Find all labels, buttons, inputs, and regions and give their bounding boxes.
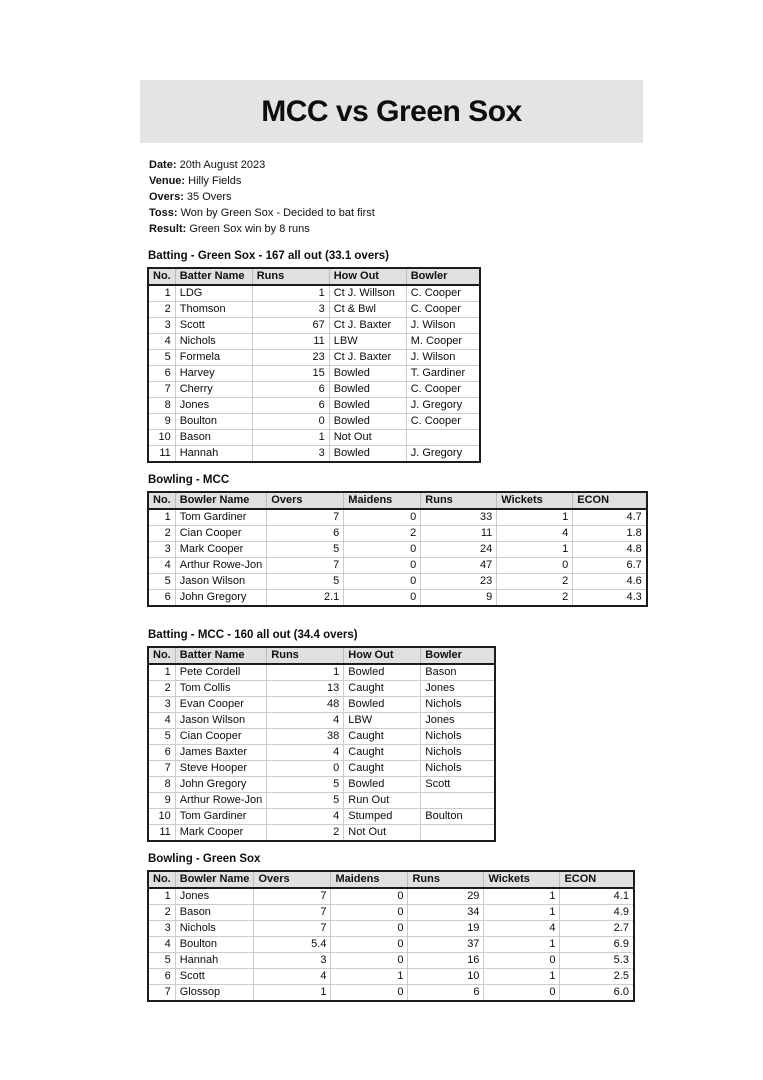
cell: 7 [148,382,175,398]
cell: Caught [344,761,421,777]
cell: 9 [148,793,175,809]
cell: 5.3 [560,953,634,969]
cell: Hannah [175,446,252,463]
result-value: Green Sox win by 8 runs [189,223,310,235]
cell: 7 [267,509,344,526]
column-header: Overs [254,871,331,888]
table-row [148,729,495,745]
cell: 3 [148,542,175,558]
cell: 5 [148,953,175,969]
cell: Jones [175,888,254,905]
table-row [148,745,495,761]
cell: M. Cooper [406,334,480,350]
cell: 1 [252,285,329,302]
cell: 1 [484,937,560,953]
cell: Scott [421,777,495,793]
table-row [148,921,634,937]
cell: 6 [148,590,175,607]
cell: 2 [148,302,175,318]
table-row [148,302,480,318]
cell: 3 [148,318,175,334]
page-title: MCC vs Green Sox [261,94,522,128]
column-header: No. [148,268,175,285]
cell: 1 [267,664,344,681]
cell: Caught [344,745,421,761]
cell: C. Cooper [406,414,480,430]
cell: 0 [331,953,408,969]
cell: 24 [421,542,497,558]
cell: 4 [148,558,175,574]
column-header: Batter Name [175,647,267,664]
cell: 2.1 [267,590,344,607]
cell: 4.3 [573,590,647,607]
section-bowling-mcc [147,474,648,607]
cell: J. Wilson [406,350,480,366]
cell: 11 [148,446,175,463]
cell: Boulton [175,937,254,953]
cell: 0 [331,905,408,921]
cell [406,430,480,446]
table-row [148,509,647,526]
cell: 5 [148,350,175,366]
cell: 5 [267,542,344,558]
table-row [148,681,495,697]
cell: 3 [252,302,329,318]
table-row [148,558,647,574]
cell: 1 [484,905,560,921]
cell: 7 [148,761,175,777]
column-header: How Out [344,647,421,664]
cell: LBW [344,713,421,729]
table-row [148,350,480,366]
cell: 1 [484,969,560,985]
cell: 0 [331,985,408,1002]
column-header: ECON [573,492,647,509]
table-row [148,334,480,350]
match-info-result [149,221,375,237]
cell: Ct J. Willson [329,285,406,302]
toss-label: Toss: [149,207,178,219]
cell: Arthur Rowe-Jon [175,558,267,574]
cell: Bowled [329,382,406,398]
cell: Arthur Rowe-Jon [175,793,267,809]
column-header: Runs [252,268,329,285]
cell: 0 [252,414,329,430]
cell: 0 [331,888,408,905]
cell: 11 [252,334,329,350]
cell: 38 [267,729,344,745]
table-row [148,446,480,463]
cell: Mark Cooper [175,542,267,558]
cell [421,793,495,809]
cell: Hannah [175,953,254,969]
column-header: No. [148,492,175,509]
match-info-venue [149,173,375,189]
cell: 0 [484,953,560,969]
cell: 6 [252,398,329,414]
cell: Pete Cordell [175,664,267,681]
date-value: 20th August 2023 [179,159,266,171]
column-header: Bowler [406,268,480,285]
cell: 5 [267,793,344,809]
match-info-overs [149,189,375,205]
column-header: Maidens [344,492,421,509]
cell: Not Out [344,825,421,842]
table-row [148,382,480,398]
match-info-date [149,157,375,173]
cell: LBW [329,334,406,350]
cell: 7 [254,905,331,921]
cell: Boulton [175,414,252,430]
table-row [148,969,634,985]
cell: 4 [497,526,573,542]
section-heading: Batting - MCC - 160 all out (34.4 overs) [148,629,358,641]
cell: Nichols [421,745,495,761]
cell: Cian Cooper [175,526,267,542]
cell: 9 [421,590,497,607]
table-header-row [148,492,647,509]
cell: 33 [421,509,497,526]
cell: 6.7 [573,558,647,574]
table-row [148,664,495,681]
cell: Cherry [175,382,252,398]
table-row [148,809,495,825]
column-header: Bowler [421,647,495,664]
cell: 0 [267,761,344,777]
cell: 2 [344,526,421,542]
cell: 13 [267,681,344,697]
cell: 2 [148,681,175,697]
cell: Harvey [175,366,252,382]
cell: Evan Cooper [175,697,267,713]
table-row [148,905,634,921]
table-row [148,937,634,953]
cell: 0 [484,985,560,1002]
cell: Nichols [175,921,254,937]
cell: 2 [148,905,175,921]
cell: John Gregory [175,590,267,607]
table-row [148,574,647,590]
cell: 10 [148,809,175,825]
cell: 5 [267,777,344,793]
cell: Jason Wilson [175,713,267,729]
table-row [148,777,495,793]
date-label: Date: [149,159,177,171]
cell: 0 [344,574,421,590]
cell: Nichols [421,697,495,713]
table-row [148,285,480,302]
cell: 6 [148,969,175,985]
section-batting-mcc [147,629,496,842]
cell: Jones [175,398,252,414]
cell: 4 [267,713,344,729]
table-row [148,430,480,446]
table-row [148,888,634,905]
cell: 5 [148,574,175,590]
cell: Tom Gardiner [175,509,267,526]
section-heading: Bowling - MCC [148,474,230,486]
cell: Not Out [329,430,406,446]
table-row [148,318,480,334]
table-row [148,542,647,558]
cell: 4 [148,713,175,729]
column-header: Runs [408,871,484,888]
cell: 29 [408,888,484,905]
cell: Caught [344,681,421,697]
cell: Scott [175,969,254,985]
cell: 6 [267,526,344,542]
cell: 0 [497,558,573,574]
cell: Ct & Bwl [329,302,406,318]
cell: Thomson [175,302,252,318]
cell: 15 [252,366,329,382]
cell: 7 [254,888,331,905]
cell: Stumped [344,809,421,825]
table-row [148,697,495,713]
cell: Bowled [329,446,406,463]
cell: Jones [421,681,495,697]
cell: Tom Collis [175,681,267,697]
match-info [149,157,375,237]
cell: 0 [344,542,421,558]
cell: 6 [408,985,484,1002]
cell: 23 [421,574,497,590]
cell: 2 [148,526,175,542]
cell: J. Wilson [406,318,480,334]
cell: C. Cooper [406,302,480,318]
section-heading: Batting - Green Sox - 167 all out (33.1 overs) [148,250,389,262]
table-row [148,526,647,542]
cell: 1 [497,542,573,558]
cell: 23 [252,350,329,366]
table-header-row [148,871,634,888]
cell: 19 [408,921,484,937]
cell: Bowled [344,777,421,793]
cell: Steve Hooper [175,761,267,777]
column-header: Wickets [484,871,560,888]
table-row [148,825,495,842]
cell: James Baxter [175,745,267,761]
cell: 4 [148,937,175,953]
cell [421,825,495,842]
column-header: No. [148,647,175,664]
cell: 11 [148,825,175,842]
cell: LDG [175,285,252,302]
cell: 10 [148,430,175,446]
cell: 1 [148,664,175,681]
cell: 0 [344,509,421,526]
cell: 1 [148,509,175,526]
venue-label: Venue: [149,175,186,187]
cell: 6.9 [560,937,634,953]
cell: John Gregory [175,777,267,793]
cell: 67 [252,318,329,334]
section-heading: Bowling - Green Sox [148,853,261,865]
cell: Jason Wilson [175,574,267,590]
cell: Ct J. Baxter [329,318,406,334]
cell: 4 [148,334,175,350]
cell: Cian Cooper [175,729,267,745]
toss-value: Won by Green Sox - Decided to bat first [180,207,375,219]
column-header: Bowler Name [175,871,254,888]
cell: Bowled [329,366,406,382]
table-row [148,953,634,969]
column-header: No. [148,871,175,888]
column-header: Runs [267,647,344,664]
cell: Boulton [421,809,495,825]
cell: 16 [408,953,484,969]
cell: 4.6 [573,574,647,590]
cell: C. Cooper [406,285,480,302]
cell: 7 [148,985,175,1002]
cell: 7 [254,921,331,937]
cell: 1 [148,285,175,302]
cell: 2 [497,574,573,590]
table-row [148,985,634,1002]
bowling-mcc-table [147,491,648,607]
cell: 7 [267,558,344,574]
cell: 9 [148,414,175,430]
cell: 5 [267,574,344,590]
cell: 10 [408,969,484,985]
cell: 48 [267,697,344,713]
cell: J. Gregory [406,398,480,414]
cell: 2.5 [560,969,634,985]
column-header: Wickets [497,492,573,509]
cell: 47 [421,558,497,574]
cell: 4.1 [560,888,634,905]
cell: 4 [267,809,344,825]
cell: 4 [267,745,344,761]
table-row [148,713,495,729]
cell: 4.7 [573,509,647,526]
table-row [148,793,495,809]
cell: 1 [148,888,175,905]
batting-green-sox-table [147,267,481,463]
cell: Mark Cooper [175,825,267,842]
cell: 0 [344,590,421,607]
cell: Jones [421,713,495,729]
cell: Tom Gardiner [175,809,267,825]
column-header: Maidens [331,871,408,888]
cell: 6 [148,745,175,761]
cell: J. Gregory [406,446,480,463]
cell: 3 [148,921,175,937]
cell: 5 [148,729,175,745]
cell: Bason [175,905,254,921]
cell: Nichols [421,761,495,777]
table-row [148,366,480,382]
cell: 4.8 [573,542,647,558]
column-header: Overs [267,492,344,509]
venue-value: Hilly Fields [188,175,242,187]
batting-mcc-table [147,646,496,842]
bowling-green-sox-table [147,870,635,1002]
cell: 1 [331,969,408,985]
cell: Bowled [329,414,406,430]
cell: Run Out [344,793,421,809]
cell: 2 [267,825,344,842]
column-header: ECON [560,871,634,888]
cell: 2.7 [560,921,634,937]
cell: 4 [254,969,331,985]
table-header-row [148,647,495,664]
cell: 1 [497,509,573,526]
cell: Bowled [344,664,421,681]
column-header: Bowler Name [175,492,267,509]
cell: 0 [344,558,421,574]
column-header: Runs [421,492,497,509]
cell: Formela [175,350,252,366]
cell: 6 [148,366,175,382]
section-bowling-green-sox [147,853,635,1002]
cell: Bowled [329,398,406,414]
cell: Bason [175,430,252,446]
cell: 34 [408,905,484,921]
overs-value: 35 Overs [186,191,232,203]
cell: Bowled [344,697,421,713]
cell: 2 [497,590,573,607]
cell: Glossop [175,985,254,1002]
cell: 3 [148,697,175,713]
cell: 1 [252,430,329,446]
cell: 4.9 [560,905,634,921]
cell: 8 [148,777,175,793]
cell: 4 [484,921,560,937]
cell: T. Gardiner [406,366,480,382]
cell: 8 [148,398,175,414]
cell: Ct J. Baxter [329,350,406,366]
result-label: Result: [149,223,187,235]
cell: 37 [408,937,484,953]
cell: 6.0 [560,985,634,1002]
column-header: How Out [329,268,406,285]
cell: 11 [421,526,497,542]
cell: C. Cooper [406,382,480,398]
cell: 5.4 [254,937,331,953]
cell: 1.8 [573,526,647,542]
cell: 3 [252,446,329,463]
title-banner [140,80,643,143]
cell: 1 [254,985,331,1002]
table-row [148,414,480,430]
cell: 1 [484,888,560,905]
cell: 0 [331,921,408,937]
cell: Nichols [175,334,252,350]
cell: Caught [344,729,421,745]
cell: Scott [175,318,252,334]
table-header-row [148,268,480,285]
overs-label: Overs: [149,191,184,203]
cell: 0 [331,937,408,953]
match-info-toss [149,205,375,221]
column-header: Batter Name [175,268,252,285]
table-row [148,761,495,777]
cell: 6 [252,382,329,398]
table-row [148,590,647,607]
cell: Bason [421,664,495,681]
cell: 3 [254,953,331,969]
section-batting-green-sox [147,250,481,463]
cell: Nichols [421,729,495,745]
table-row [148,398,480,414]
